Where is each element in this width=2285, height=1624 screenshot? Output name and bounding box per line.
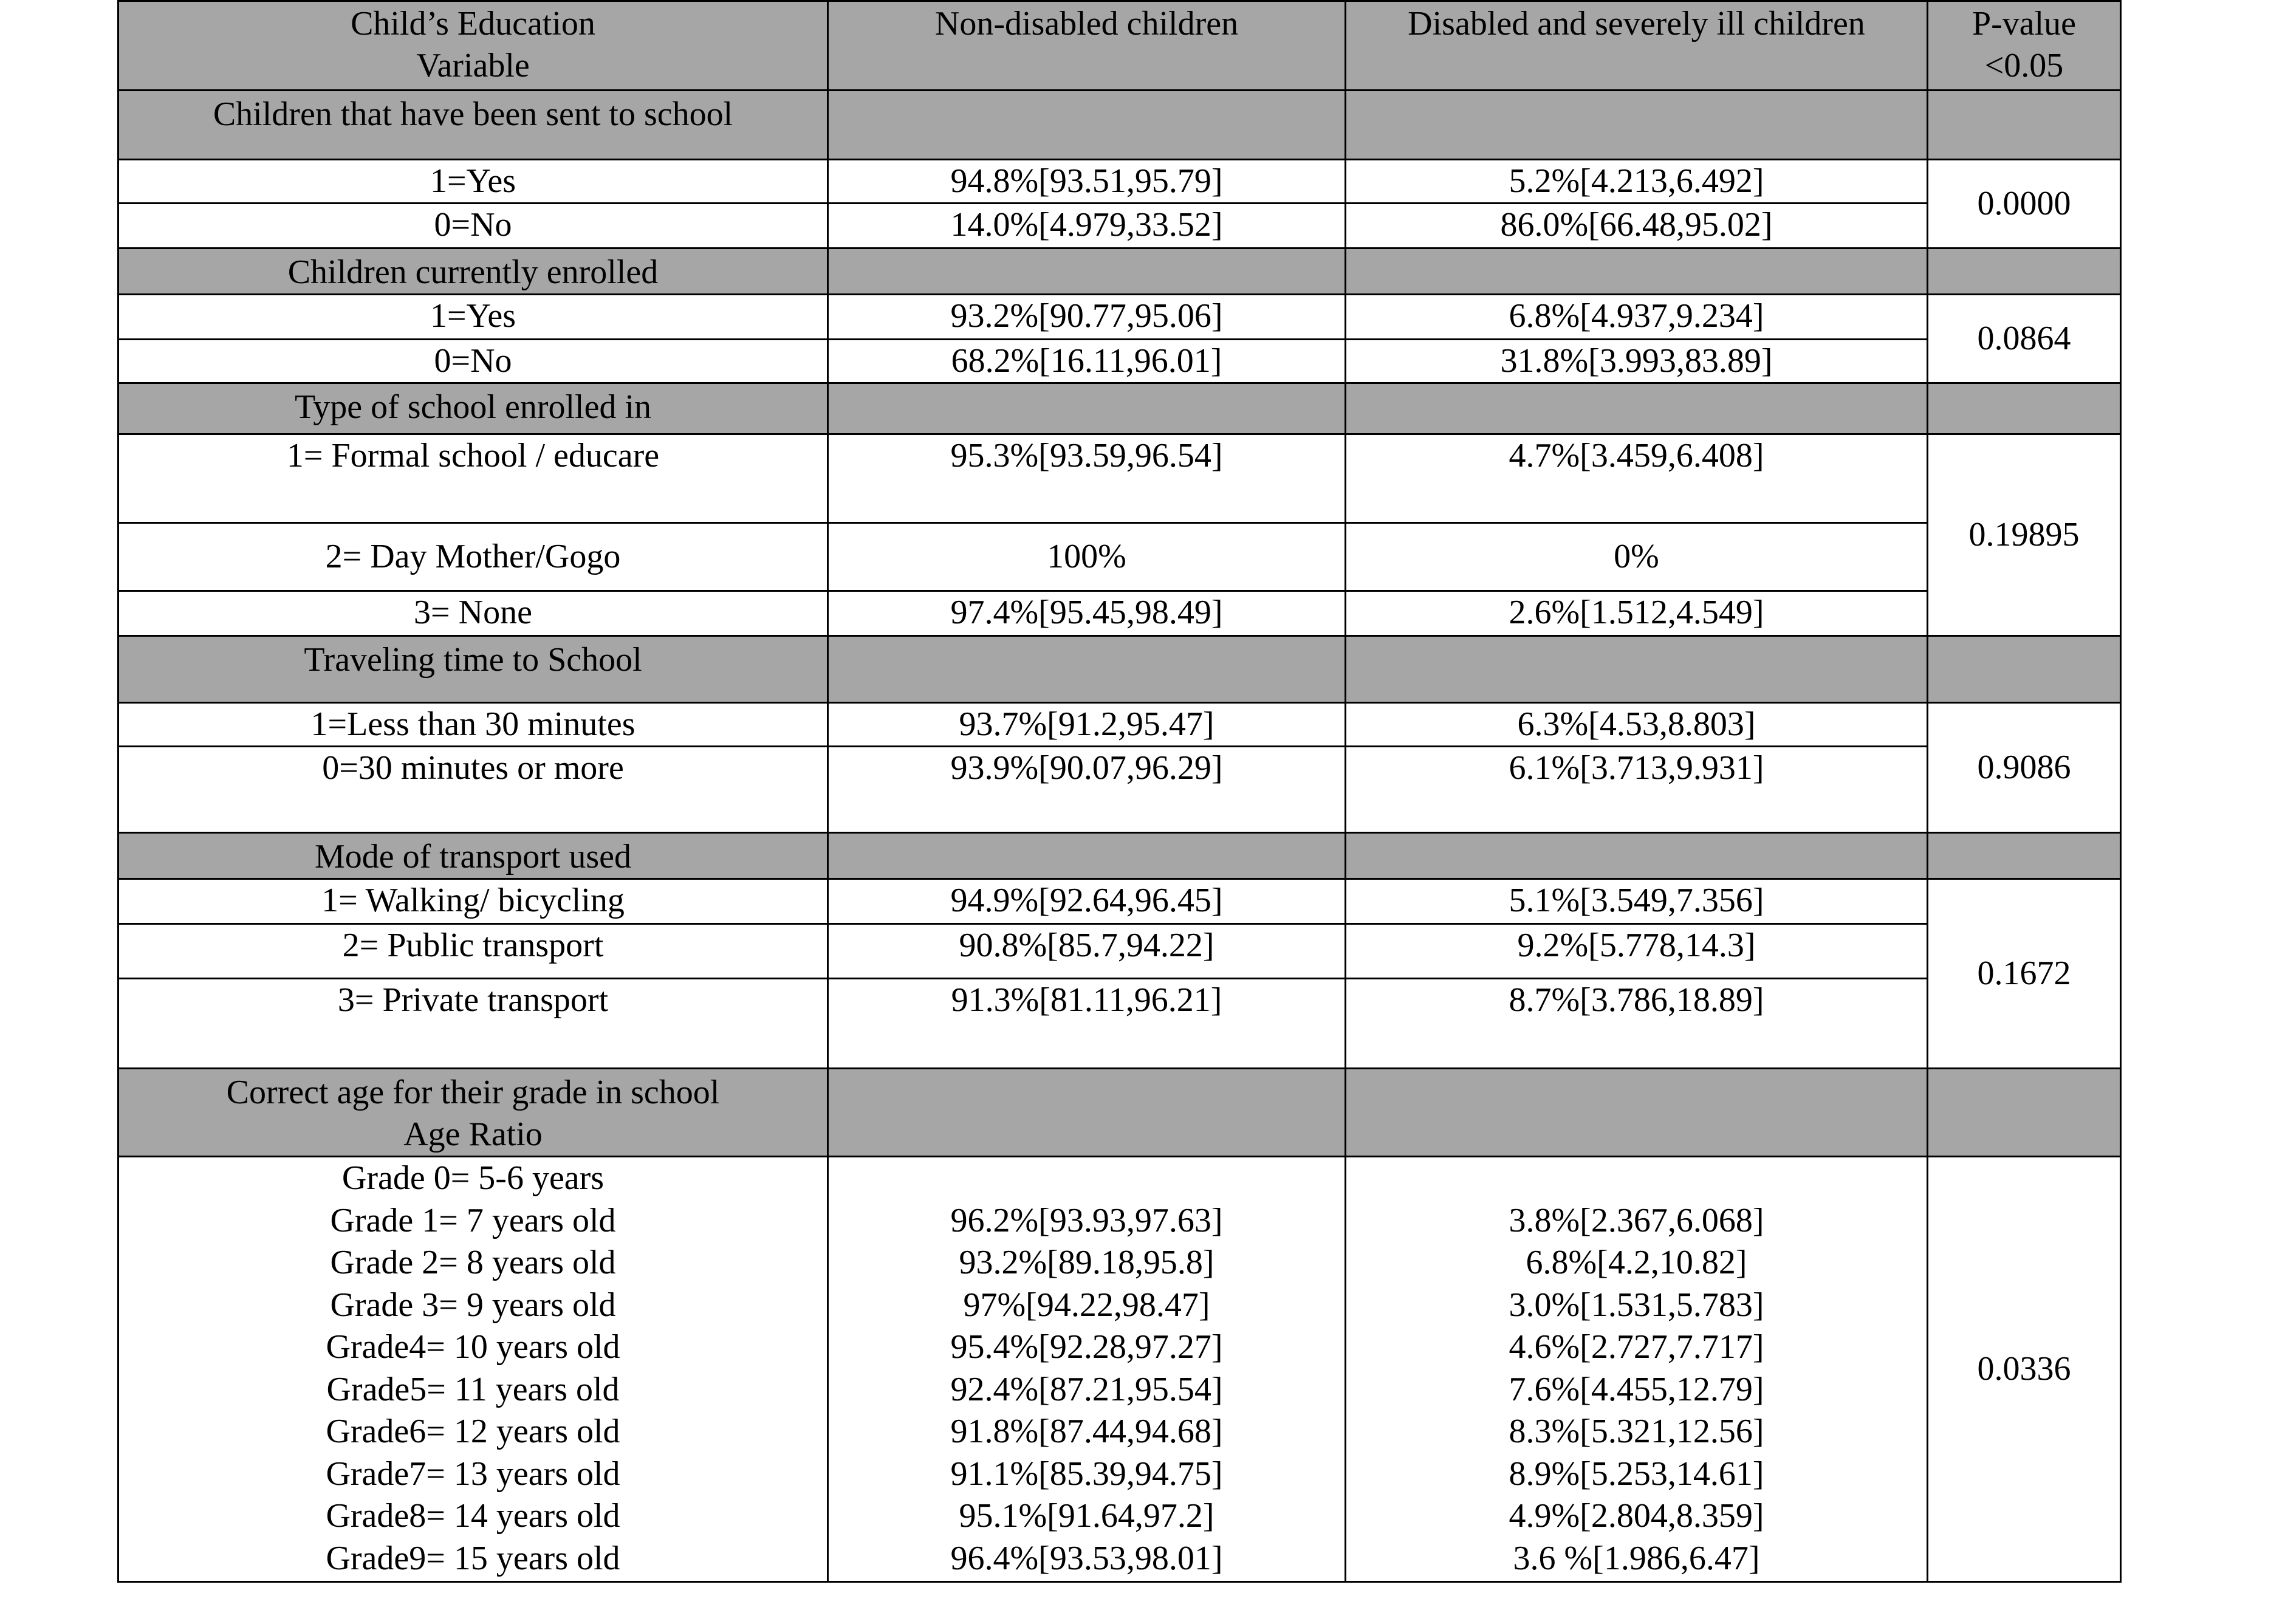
table-row <box>118 1157 2121 1582</box>
non-disabled-value: 95.1%[91.64,97.2] <box>959 1497 1214 1535</box>
grade-disabled-values <box>1346 1157 1928 1582</box>
non-disabled-value: 93.2%[90.77,95.06] <box>828 295 1346 340</box>
grade-label: Grade6= 12 years old <box>326 1413 620 1450</box>
p-value: 0.1672 <box>1928 879 2121 1069</box>
non-disabled-value: 96.2%[93.93,97.63] <box>950 1201 1223 1239</box>
disabled-value: 6.1%[3.713,9.931] <box>1346 747 1928 833</box>
header-disabled: Disabled and severely ill children <box>1346 1 1928 91</box>
table-row <box>118 204 2121 248</box>
grade-labels <box>118 1157 828 1582</box>
non-disabled-value: 94.8%[93.51,95.79] <box>828 160 1346 204</box>
section-header-row <box>118 833 2121 879</box>
row-label: 3= None <box>118 591 828 636</box>
table-row <box>118 434 2121 523</box>
disabled-value: 6.8%[4.937,9.234] <box>1346 295 1928 340</box>
grade-label: Grade 1= 7 years old <box>330 1201 616 1239</box>
non-disabled-value: 91.1%[85.39,94.75] <box>950 1454 1223 1493</box>
non-disabled-value: 91.3%[81.11,96.21] <box>828 979 1346 1069</box>
grade-non-disabled-values <box>828 1157 1346 1582</box>
section-title: Type of school enrolled in <box>118 383 828 434</box>
non-disabled-value: 100% <box>828 523 1346 591</box>
section-header-row <box>118 1069 2121 1157</box>
grade-label: Grade 3= 9 years old <box>330 1286 616 1324</box>
non-disabled-value: 95.4%[92.28,97.27] <box>950 1328 1223 1366</box>
table-row <box>118 591 2121 636</box>
table-row <box>118 747 2121 833</box>
disabled-value: 5.2%[4.213,6.492] <box>1346 160 1928 204</box>
row-label: 1=Yes <box>118 295 828 340</box>
row-label: 3= Private transport <box>118 979 828 1069</box>
disabled-value: 3.6 %[1.986,6.47] <box>1513 1539 1760 1577</box>
disabled-value: 4.7%[3.459,6.408] <box>1346 434 1928 523</box>
non-disabled-value: 96.4%[93.53,98.01] <box>950 1539 1223 1577</box>
non-disabled-value: 95.3%[93.59,96.54] <box>828 434 1346 523</box>
p-value: 0.19895 <box>1928 434 2121 636</box>
p-value: 0.0864 <box>1928 295 2121 383</box>
table-row <box>118 523 2121 591</box>
header-p-value: P-value <0.05 <box>1928 1 2121 91</box>
disabled-value: 5.1%[3.549,7.356] <box>1346 879 1928 924</box>
grade-label: Grade9= 15 years old <box>326 1539 620 1577</box>
disabled-value: 4.6%[2.727,7.717] <box>1509 1328 1764 1366</box>
disabled-value: 7.6%[4.455,12.79] <box>1509 1370 1764 1408</box>
row-label: 1=Yes <box>118 160 828 204</box>
non-disabled-value: 94.9%[92.64,96.45] <box>828 879 1346 924</box>
table-row <box>118 979 2121 1069</box>
grade-label: Grade8= 14 years old <box>326 1497 620 1535</box>
non-disabled-value: 93.2%[89.18,95.8] <box>959 1244 1214 1281</box>
row-label: 1=Less than 30 minutes <box>118 703 828 747</box>
grade-label: Grade4= 10 years old <box>326 1328 620 1366</box>
table-row <box>118 703 2121 747</box>
disabled-value: 4.9%[2.804,8.359] <box>1509 1497 1764 1535</box>
disabled-value <box>1350 1157 1923 1200</box>
education-table <box>117 0 2122 1583</box>
section-title: Children that have been sent to school <box>118 91 828 160</box>
disabled-value: 8.3%[5.321,12.56] <box>1509 1413 1764 1450</box>
section-header-row <box>118 383 2121 434</box>
row-label: 0=No <box>118 204 828 248</box>
grade-label: Grade 0= 5-6 years <box>341 1159 605 1197</box>
header-non-disabled: Non-disabled children <box>828 1 1346 91</box>
non-disabled-value: 92.4%[87.21,95.54] <box>950 1370 1223 1408</box>
non-disabled-value: 68.2%[16.11,96.01] <box>828 340 1346 383</box>
grade-label: Grade5= 11 years old <box>326 1370 620 1408</box>
disabled-value: 8.9%[5.253,14.61] <box>1509 1454 1764 1493</box>
disabled-value: 9.2%[5.778,14.3] <box>1346 924 1928 979</box>
disabled-value: 3.0%[1.531,5.783] <box>1509 1286 1764 1324</box>
non-disabled-value <box>832 1157 1341 1200</box>
p-value: 0.9086 <box>1928 703 2121 833</box>
non-disabled-value: 97%[94.22,98.47] <box>963 1286 1210 1324</box>
row-label: 0=No <box>118 340 828 383</box>
non-disabled-value: 93.9%[90.07,96.29] <box>828 747 1346 833</box>
grade-label: Grade7= 13 years old <box>326 1454 620 1493</box>
section-title: Children currently enrolled <box>118 248 828 295</box>
non-disabled-value: 14.0%[4.979,33.52] <box>828 204 1346 248</box>
table-row <box>118 295 2121 340</box>
disabled-value: 86.0%[66.48,95.02] <box>1346 204 1928 248</box>
row-label: 2= Public transport <box>118 924 828 979</box>
section-title: Correct age for their grade in school Age Ratio <box>118 1069 828 1157</box>
header-variable: Child’s Education Variable <box>118 1 828 91</box>
disabled-value: 8.7%[3.786,18.89] <box>1346 979 1928 1069</box>
disabled-value: 2.6%[1.512,4.549] <box>1346 591 1928 636</box>
section-title: Traveling time to School <box>118 636 828 703</box>
grade-label: Grade 2= 8 years old <box>330 1244 616 1281</box>
section-header-row <box>118 636 2121 703</box>
disabled-value: 3.8%[2.367,6.068] <box>1509 1201 1764 1239</box>
header-row <box>118 1 2121 91</box>
section-header-row <box>118 248 2121 295</box>
table-row <box>118 924 2121 979</box>
non-disabled-value: 90.8%[85.7,94.22] <box>828 924 1346 979</box>
row-label: 1= Walking/ bicycling <box>118 879 828 924</box>
disabled-value: 6.8%[4.2,10.82] <box>1526 1244 1747 1281</box>
row-label: 0=30 minutes or more <box>118 747 828 833</box>
p-value: 0.0000 <box>1928 160 2121 248</box>
row-label: 2= Day Mother/Gogo <box>118 523 828 591</box>
row-label: 1= Formal school / educare <box>118 434 828 523</box>
table-row <box>118 160 2121 204</box>
p-value: 0.0336 <box>1928 1157 2121 1582</box>
non-disabled-value: 91.8%[87.44,94.68] <box>950 1413 1223 1450</box>
disabled-value: 0% <box>1346 523 1928 591</box>
section-title: Mode of transport used <box>118 833 828 879</box>
disabled-value: 31.8%[3.993,83.89] <box>1346 340 1928 383</box>
non-disabled-value: 97.4%[95.45,98.49] <box>828 591 1346 636</box>
non-disabled-value: 93.7%[91.2,95.47] <box>828 703 1346 747</box>
section-header-row <box>118 91 2121 160</box>
table-row <box>118 340 2121 383</box>
disabled-value: 6.3%[4.53,8.803] <box>1346 703 1928 747</box>
table-row <box>118 879 2121 924</box>
